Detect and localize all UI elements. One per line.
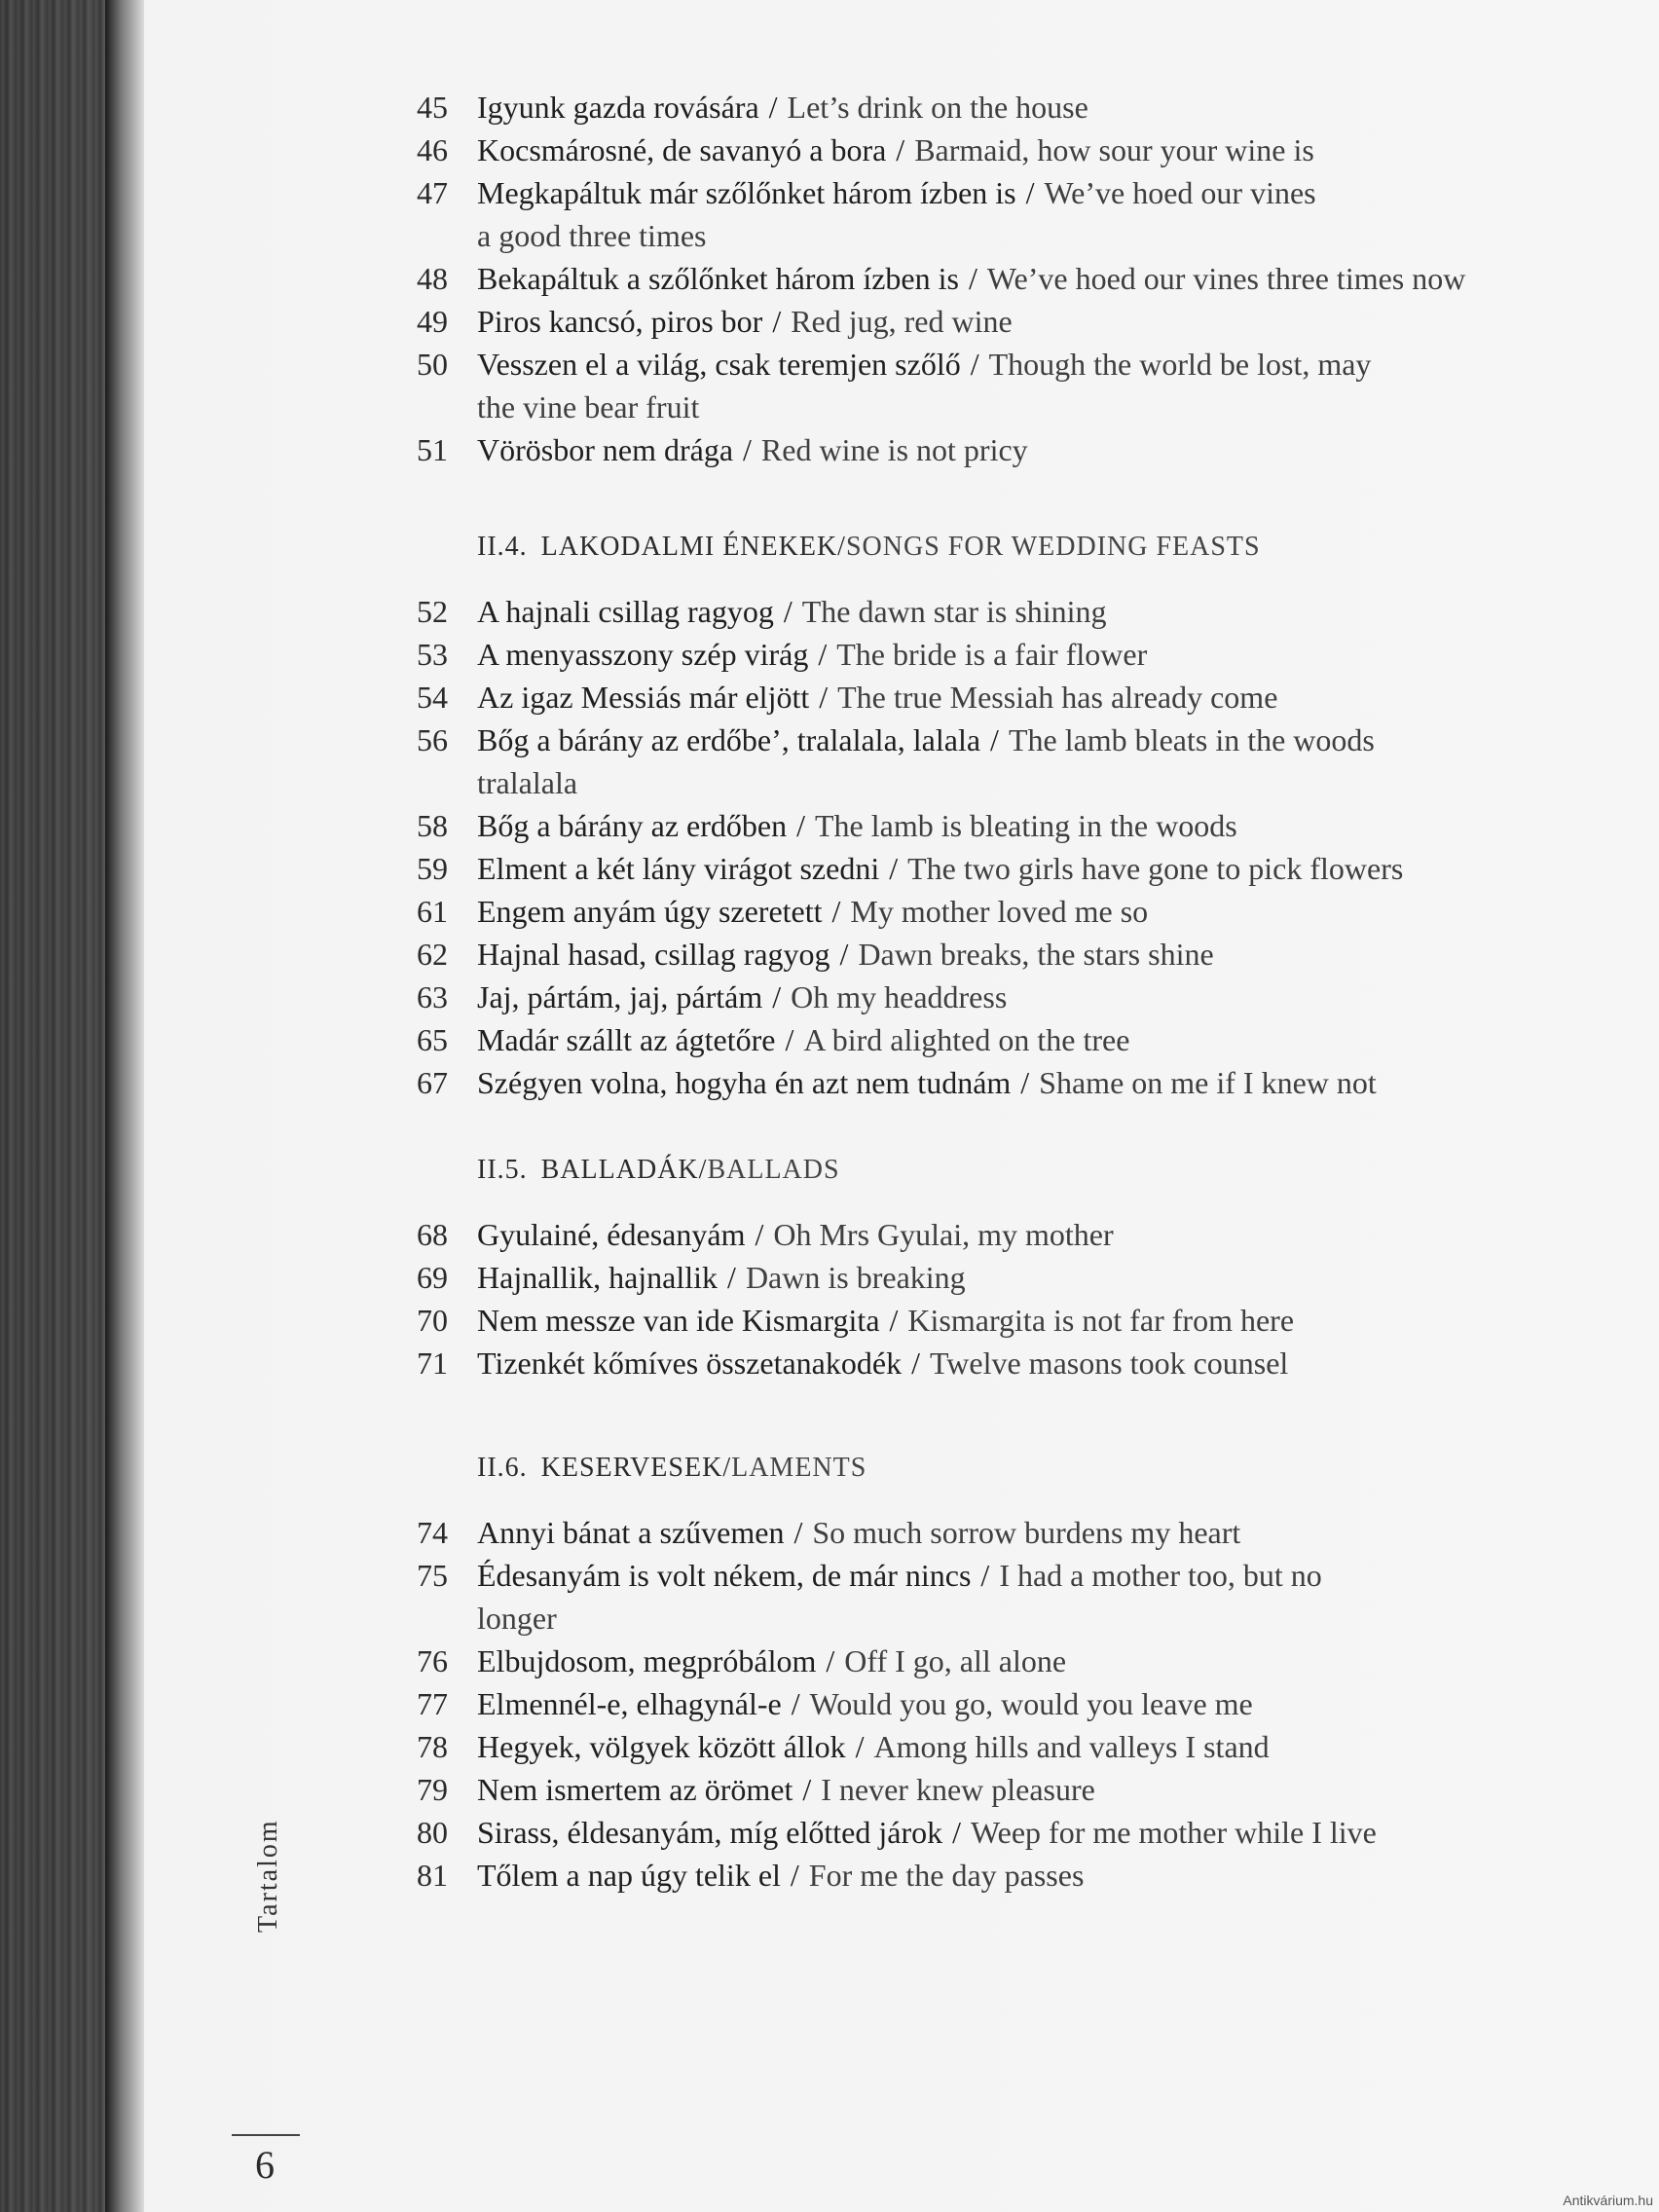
entry-title-en: Barmaid, how sour your wine is	[914, 132, 1314, 167]
entry-separator: /	[990, 722, 999, 757]
running-head: Tartalom	[253, 1819, 283, 1933]
entry-number: 56	[417, 722, 448, 757]
watermark: Antikvárium.hu	[1563, 2193, 1653, 2208]
entry-title-en: A bird alighted on the tree	[803, 1022, 1130, 1057]
entry-group-ballads	[387, 1213, 1614, 1384]
entry-title-hu: Sirass, éldesanyám, míg előtted járok	[477, 1815, 943, 1850]
entry-title-hu: Tizenkét kőmíves összetanakodék	[477, 1346, 903, 1381]
toc-entry	[387, 1725, 1614, 1768]
section-title-en: LAMENTS	[731, 1453, 867, 1483]
entry-title-hu: Hajnallik, hajnallik	[477, 1260, 719, 1295]
toc-entry	[387, 1256, 1614, 1299]
page-number-rule	[232, 2134, 300, 2136]
entry-title-en: We’ve hoed our vines	[1044, 175, 1316, 210]
toc-entry	[387, 590, 1614, 633]
entry-separator: /	[785, 1022, 794, 1057]
section-code: II.5.	[477, 1155, 528, 1185]
entry-title-en: The lamb is bleating in the woods	[814, 808, 1237, 843]
entry-separator: /	[911, 1346, 920, 1381]
entry-title-en: The dawn star is shining	[801, 594, 1107, 629]
entry-title-hu: Annyi bánat a szűvemen	[477, 1515, 785, 1550]
toc-entry	[387, 1342, 1614, 1384]
entry-title-en: Kismargita is not far from here	[907, 1303, 1295, 1338]
entry-title-hu: Elment a két lány virágot szedni	[477, 851, 880, 886]
entry-number: 52	[417, 594, 448, 629]
entry-title-en: Oh my headdress	[791, 979, 1008, 1014]
entry-separator: /	[768, 90, 778, 125]
entry-separator: /	[839, 937, 849, 972]
entry-number: 50	[417, 347, 448, 382]
entry-separator: /	[855, 1729, 865, 1764]
entry-separator: /	[802, 1772, 812, 1807]
entry-separator: /	[791, 1686, 800, 1721]
entry-separator: /	[1025, 175, 1035, 210]
entry-title-hu: Igyunk gazda rovására	[477, 90, 759, 125]
toc-entry	[387, 633, 1614, 676]
section-separator: /	[722, 1453, 732, 1483]
entry-title-en-continued: the vine bear fruit	[477, 389, 700, 424]
entry-number: 69	[417, 1260, 448, 1295]
entry-title-hu: Édesanyám is volt nékem, de már nincs	[477, 1558, 972, 1593]
entry-title-en: The bride is a fair flower	[836, 637, 1148, 672]
entry-title-en: Among hills and valleys I stand	[873, 1729, 1270, 1764]
entry-title-en: Dawn breaks, the stars shine	[858, 937, 1214, 972]
entry-title-hu: Engem anyám úgy szeretett	[477, 894, 823, 929]
entry-title-en: The two girls have gone to pick flowers	[907, 851, 1404, 886]
entry-title-hu: Bőg a bárány az erdőben	[477, 808, 788, 843]
entry-title-en-continued: tralalala	[477, 765, 578, 800]
section-separator: /	[837, 532, 846, 562]
entry-title-en: Off I go, all alone	[844, 1643, 1067, 1678]
entry-title-en: Shame on me if I knew not	[1039, 1065, 1377, 1100]
entry-group-top	[387, 86, 1614, 471]
entry-title-hu: Nem messze van ide Kismargita	[477, 1303, 880, 1338]
entry-title-hu: Hajnal hasad, csillag ragyog	[477, 937, 830, 972]
entry-separator: /	[968, 261, 977, 296]
entry-separator: /	[970, 347, 979, 382]
entry-title-en: Weep for me mother while I live	[971, 1815, 1377, 1850]
section-title-en: SONGS FOR WEDDING FEASTS	[845, 532, 1261, 562]
entry-number: 78	[417, 1729, 448, 1764]
entry-group-laments	[387, 1511, 1614, 1897]
entry-title-en: I never knew pleasure	[821, 1772, 1095, 1807]
entry-number: 53	[417, 637, 448, 672]
entry-title-en: Twelve masons took counsel	[929, 1346, 1289, 1381]
entry-title-hu: Madár szállt az ágtetőre	[477, 1022, 776, 1057]
entry-number: 49	[417, 304, 448, 339]
page-number: 6	[255, 2143, 275, 2187]
wooden-background	[0, 0, 105, 2212]
section-title-hu: LAKODALMI ÉNEKEK	[540, 532, 838, 562]
section-code: II.6.	[477, 1453, 528, 1483]
entry-separator: /	[793, 1515, 803, 1550]
entry-separator: /	[1020, 1065, 1030, 1100]
section-separator: /	[698, 1155, 708, 1185]
entry-title-en: So much sorrow burdens my heart	[812, 1515, 1241, 1550]
toc-entry	[387, 257, 1614, 300]
entry-number: 75	[417, 1558, 448, 1593]
toc-entry	[387, 1018, 1614, 1061]
entry-separator: /	[952, 1815, 961, 1850]
entry-title-en-continued: a good three times	[477, 218, 707, 253]
entry-title-hu: Piros kancsó, piros bor	[477, 304, 763, 339]
entry-number: 68	[417, 1217, 448, 1252]
toc-entry	[387, 343, 1614, 428]
entry-separator: /	[727, 1260, 736, 1295]
entry-title-en: Dawn is breaking	[745, 1260, 966, 1295]
toc-entry	[387, 976, 1614, 1018]
entry-title-en: Let’s drink on the house	[787, 90, 1088, 125]
toc-entry	[387, 86, 1614, 129]
entry-separator: /	[790, 1858, 799, 1893]
entry-separator: /	[826, 1643, 835, 1678]
entry-title-hu: Gyulainé, édesanyám	[477, 1217, 746, 1252]
entry-title-en: Oh Mrs Gyulai, my mother	[773, 1217, 1114, 1252]
entry-number: 67	[417, 1065, 448, 1100]
entry-separator: /	[896, 132, 905, 167]
entry-number: 65	[417, 1022, 448, 1057]
toc-entry	[387, 847, 1614, 890]
entry-separator: /	[796, 808, 805, 843]
entry-separator: /	[755, 1217, 764, 1252]
section-heading-wedding	[387, 532, 1614, 563]
entry-number: 77	[417, 1686, 448, 1721]
entry-separator: /	[772, 979, 782, 1014]
table-of-contents	[387, 86, 1614, 1897]
entry-number: 47	[417, 175, 448, 210]
entry-title-hu: Jaj, pártám, jaj, pártám	[477, 979, 763, 1014]
entry-title-en: Would you go, would you leave me	[809, 1686, 1253, 1721]
entry-number: 58	[417, 808, 448, 843]
entry-title-hu: A menyasszony szép virág	[477, 637, 809, 672]
section-title-hu: KESERVESEK	[540, 1453, 723, 1483]
entry-number: 46	[417, 132, 448, 167]
toc-entry	[387, 1061, 1614, 1104]
entry-title-hu: Szégyen volna, hogyha én azt nem tudnám	[477, 1065, 1012, 1100]
entry-separator: /	[819, 680, 829, 715]
entry-title-hu: Vesszen el a világ, csak teremjen szőlő	[477, 347, 961, 382]
entry-title-hu: Megkapáltuk már szőlőnket három ízben is	[477, 175, 1016, 210]
toc-entry	[387, 1811, 1614, 1854]
entry-separator: /	[831, 894, 841, 929]
entry-number: 76	[417, 1643, 448, 1678]
section-title-hu: BALLADÁK	[540, 1155, 699, 1185]
entry-title-hu: Tőlem a nap úgy telik el	[477, 1858, 781, 1893]
entry-title-en-continued: longer	[477, 1601, 557, 1636]
entry-separator: /	[889, 851, 899, 886]
entry-title-en: Red jug, red wine	[791, 304, 1013, 339]
entry-title-hu: Kocsmárosné, de savanyó a bora	[477, 132, 887, 167]
toc-entry	[387, 1854, 1614, 1897]
entry-number: 45	[417, 90, 448, 125]
toc-entry	[387, 933, 1614, 976]
section-title-en: BALLADS	[707, 1155, 840, 1185]
toc-entry	[387, 890, 1614, 933]
section-code: II.4.	[477, 532, 528, 562]
entry-number: 48	[417, 261, 448, 296]
toc-entry	[387, 676, 1614, 719]
entry-separator: /	[743, 432, 752, 467]
entry-title-en: I had a mother too, but no	[999, 1558, 1322, 1593]
toc-entry	[387, 804, 1614, 847]
entry-number: 79	[417, 1772, 448, 1807]
toc-entry	[387, 129, 1614, 171]
entry-title-en: For me the day passes	[808, 1858, 1085, 1893]
entry-number: 51	[417, 432, 448, 467]
entry-separator: /	[772, 304, 782, 339]
toc-entry	[387, 428, 1614, 471]
entry-title-hu: A hajnali csillag ragyog	[477, 594, 774, 629]
toc-entry	[387, 1768, 1614, 1811]
toc-entry	[387, 719, 1614, 804]
toc-entry	[387, 1554, 1614, 1640]
entry-number: 80	[417, 1815, 448, 1850]
entry-number: 74	[417, 1515, 448, 1550]
entry-title-hu: Nem ismertem az örömet	[477, 1772, 793, 1807]
entry-title-hu: Vörösbor nem drága	[477, 432, 734, 467]
toc-entry	[387, 300, 1614, 343]
entry-number: 59	[417, 851, 448, 886]
toc-entry	[387, 1299, 1614, 1342]
toc-entry	[387, 171, 1614, 257]
entry-title-hu: Elmennél-e, elhagynál-e	[477, 1686, 782, 1721]
entry-title-en: My mother loved me so	[850, 894, 1149, 929]
entry-title-en: We’ve hoed our vines three times now	[986, 261, 1466, 296]
toc-entry	[387, 1640, 1614, 1682]
entry-separator: /	[818, 637, 828, 672]
section-heading-laments	[387, 1453, 1614, 1484]
entry-title-hu: Hegyek, völgyek között állok	[477, 1729, 846, 1764]
page-edge-shadow	[105, 0, 144, 2212]
entry-title-hu: Bőg a bárány az erdőbe’, tralalala, lalala	[477, 722, 981, 757]
entry-number: 70	[417, 1303, 448, 1338]
entry-title-hu: Az igaz Messiás már eljött	[477, 680, 810, 715]
entry-number: 63	[417, 979, 448, 1014]
toc-entry	[387, 1682, 1614, 1725]
section-heading-ballads	[387, 1155, 1614, 1186]
entry-number: 71	[417, 1346, 448, 1381]
entry-title-en: Red wine is not pricy	[760, 432, 1028, 467]
entry-number: 62	[417, 937, 448, 972]
entry-group-wedding	[387, 590, 1614, 1104]
entry-number: 54	[417, 680, 448, 715]
entry-number: 61	[417, 894, 448, 929]
entry-title-en: The lamb bleats in the woods	[1008, 722, 1375, 757]
entry-title-hu: Bekapáltuk a szőlőnket három ízben is	[477, 261, 959, 296]
toc-entry	[387, 1511, 1614, 1554]
entry-number: 81	[417, 1858, 448, 1893]
toc-entry	[387, 1213, 1614, 1256]
entry-title-hu: Elbujdosom, megpróbálom	[477, 1643, 817, 1678]
entry-title-en: Though the world be lost, may	[988, 347, 1372, 382]
entry-title-en: The true Messiah has already come	[837, 680, 1278, 715]
entry-separator: /	[889, 1303, 899, 1338]
entry-separator: /	[783, 594, 793, 629]
entry-separator: /	[980, 1558, 990, 1593]
